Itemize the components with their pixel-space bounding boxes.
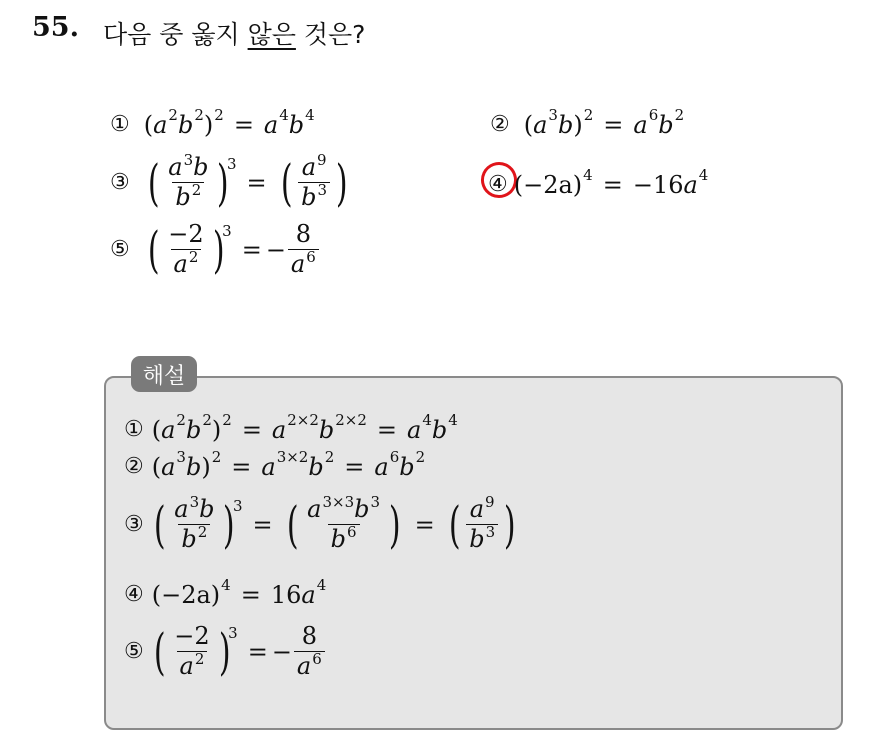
equals-sign: =: [247, 637, 268, 666]
question-text: [103, 15, 365, 51]
exponent: 2: [214, 105, 224, 124]
choice-3-mark: ③: [110, 169, 130, 195]
solution-1: [124, 410, 458, 444]
exponent: 2: [176, 410, 186, 429]
exponent: 3: [548, 105, 558, 124]
var-b: b: [318, 416, 335, 444]
choice-2[interactable]: [490, 105, 685, 139]
exponent: 4: [448, 410, 458, 429]
var-a: a: [301, 581, 316, 609]
var-b: b: [177, 111, 194, 139]
var-b: b: [330, 525, 347, 554]
paren-open: (: [151, 416, 162, 444]
var-a: a: [173, 250, 188, 279]
fraction: [171, 624, 212, 679]
var-b: b: [431, 416, 448, 444]
exponent: 2: [168, 105, 178, 124]
fraction: [294, 624, 325, 679]
exponent: 3×3: [322, 493, 355, 511]
exponent: 2: [211, 447, 222, 466]
exponent: 6: [389, 447, 400, 466]
var-a: a: [290, 250, 306, 279]
solution-5-mark: ⑤: [124, 638, 144, 664]
equals-sign: =: [602, 171, 623, 199]
var-a: a: [374, 453, 389, 481]
equals-sign: =: [231, 453, 252, 481]
exponent: 3: [189, 493, 200, 511]
equals-sign: =: [240, 581, 261, 609]
exponent: 4: [316, 575, 327, 594]
exponent: 6: [648, 105, 659, 124]
var-b: b: [658, 111, 674, 139]
choice-4-mark: ④: [488, 172, 508, 197]
paren-close: ): [210, 581, 221, 609]
var-a: a: [633, 111, 648, 139]
choice-1[interactable]: [110, 105, 315, 139]
choice-3[interactable]: [110, 151, 352, 212]
var-b: b: [301, 183, 317, 212]
equals-sign: =: [414, 510, 435, 539]
paren-close: ): [572, 171, 583, 199]
exponent: 3: [176, 447, 186, 466]
big-paren-open: (: [448, 495, 461, 554]
big-paren-close: ): [504, 495, 516, 554]
exponent: 2: [194, 105, 204, 124]
var-b: b: [288, 111, 305, 139]
var-b: b: [185, 453, 202, 481]
term: −2a: [161, 581, 211, 609]
solution-4-mark: ④: [124, 582, 144, 607]
var-a: a: [301, 153, 317, 181]
fraction: [298, 151, 330, 212]
var-a: a: [261, 453, 276, 481]
exponent: 3: [228, 624, 238, 642]
paren-close: ): [211, 416, 222, 444]
var-a: a: [161, 416, 176, 444]
paren-close: ): [201, 453, 211, 481]
var-b: b: [469, 525, 485, 554]
var-a: a: [174, 495, 189, 523]
var-b: b: [181, 525, 197, 554]
solution-1-mark: ①: [124, 417, 144, 442]
exponent: 3: [227, 155, 237, 173]
var-a: a: [533, 111, 548, 139]
var-a: a: [307, 495, 322, 523]
var-a: a: [683, 171, 698, 199]
paren-open: (: [151, 453, 162, 481]
var-a: a: [263, 111, 279, 139]
numerator: −2: [174, 622, 210, 650]
exponent: 3: [233, 497, 243, 515]
exponent: 3: [317, 181, 328, 200]
big-paren-open: (: [147, 220, 160, 279]
solution-4: [124, 575, 327, 609]
big-paren-close: ): [218, 622, 231, 681]
choice-5[interactable]: [110, 222, 321, 277]
var-b: b: [199, 495, 215, 523]
exponent: 6: [306, 248, 316, 267]
var-b: b: [354, 495, 370, 523]
exponent: 2: [583, 105, 594, 124]
exponent: 3×2: [276, 447, 309, 466]
big-paren-open: (: [286, 495, 299, 554]
big-paren-close: ): [335, 153, 348, 212]
exponent: 2: [191, 181, 202, 200]
choice-1-mark: ①: [110, 112, 130, 137]
minus-sign: −: [271, 637, 292, 666]
exponent: 9: [485, 493, 495, 511]
big-paren-close: ): [223, 495, 236, 554]
equals-sign: =: [233, 111, 254, 139]
var-b: b: [557, 111, 574, 139]
paren-close: ): [203, 111, 214, 139]
var-a: a: [161, 453, 176, 481]
exponent: 3: [370, 493, 381, 511]
choice-2-mark: ②: [490, 112, 510, 137]
numerator: 8: [295, 220, 311, 248]
exponent: 2: [222, 410, 232, 429]
solution-3-mark: ③: [124, 511, 144, 537]
var-a: a: [469, 495, 485, 523]
paren-open: (: [523, 111, 534, 139]
exponent: 3: [183, 151, 194, 169]
equals-sign: =: [603, 111, 624, 139]
var-a: a: [168, 153, 183, 181]
var-a: a: [153, 111, 168, 139]
exponent: 9: [317, 151, 327, 169]
equals-sign: =: [241, 235, 262, 264]
exponent: 6: [347, 523, 357, 542]
exponent: 4: [422, 410, 432, 429]
var-a: a: [296, 652, 312, 681]
minus-sign: −: [265, 235, 286, 264]
exponent: 2: [324, 447, 335, 466]
exponent: 3: [222, 222, 232, 240]
solution-3: [124, 493, 520, 554]
var-b: b: [193, 153, 209, 181]
choice-5-mark: ⑤: [110, 236, 130, 262]
fraction: [165, 222, 206, 277]
big-paren-open: (: [153, 495, 166, 554]
big-paren-close: ): [212, 220, 225, 279]
exponent: 2: [188, 248, 199, 267]
solution-2: [124, 447, 426, 481]
numerator: 8: [301, 622, 317, 650]
equals-sign: =: [252, 510, 273, 539]
exponent: 2: [194, 650, 205, 669]
exponent: 2×2: [335, 410, 367, 429]
var-a: a: [179, 652, 194, 681]
coefficient: 16: [270, 581, 302, 609]
paren-open: (: [513, 171, 524, 199]
big-paren-open: (: [153, 622, 166, 681]
solution-label: 해설: [131, 356, 197, 392]
fraction: [165, 151, 211, 212]
question-number: 55.: [32, 12, 79, 43]
paren-open: (: [151, 581, 162, 609]
question-text-before: 다음 중 옳지: [103, 20, 248, 49]
fraction: [288, 222, 319, 277]
question-text-after: 것은?: [295, 20, 366, 49]
var-b: b: [308, 453, 324, 481]
exponent: 4: [583, 165, 593, 184]
var-b: b: [175, 183, 191, 212]
var-a: a: [407, 416, 422, 444]
big-paren-open: (: [280, 153, 293, 212]
paren-close: ): [573, 111, 583, 139]
numerator: −2: [168, 220, 204, 248]
solution-5: [124, 624, 327, 679]
exponent: 2×2: [287, 410, 319, 429]
fraction: [171, 493, 217, 554]
paren-open: (: [143, 111, 154, 139]
big-paren-close: ): [388, 495, 401, 554]
choice-4[interactable]: [488, 165, 709, 199]
equals-sign: =: [344, 453, 365, 481]
exponent: 4: [698, 165, 709, 184]
term: −2a: [523, 171, 573, 199]
var-b: b: [185, 416, 202, 444]
solution-2-mark: ②: [124, 454, 144, 479]
question-underlined-word: 않은: [247, 20, 296, 49]
exponent: 2: [197, 523, 208, 542]
var-b: b: [399, 453, 415, 481]
big-paren-close: ): [217, 153, 230, 212]
exponent: 6: [312, 650, 322, 669]
exponent: 4: [279, 105, 289, 124]
var-a: a: [271, 416, 287, 444]
coefficient: −16: [632, 171, 684, 199]
equals-sign: =: [246, 168, 267, 197]
exponent: 2: [415, 447, 426, 466]
fraction: [304, 493, 383, 554]
exponent: 4: [221, 575, 231, 594]
equals-sign: =: [241, 416, 262, 444]
big-paren-open: (: [147, 153, 160, 212]
exponent: 2: [202, 410, 212, 429]
exponent: 4: [305, 105, 315, 124]
exponent: 2: [674, 105, 685, 124]
equals-sign: =: [376, 416, 398, 444]
fraction: [466, 493, 498, 554]
exponent: 3: [485, 523, 496, 542]
